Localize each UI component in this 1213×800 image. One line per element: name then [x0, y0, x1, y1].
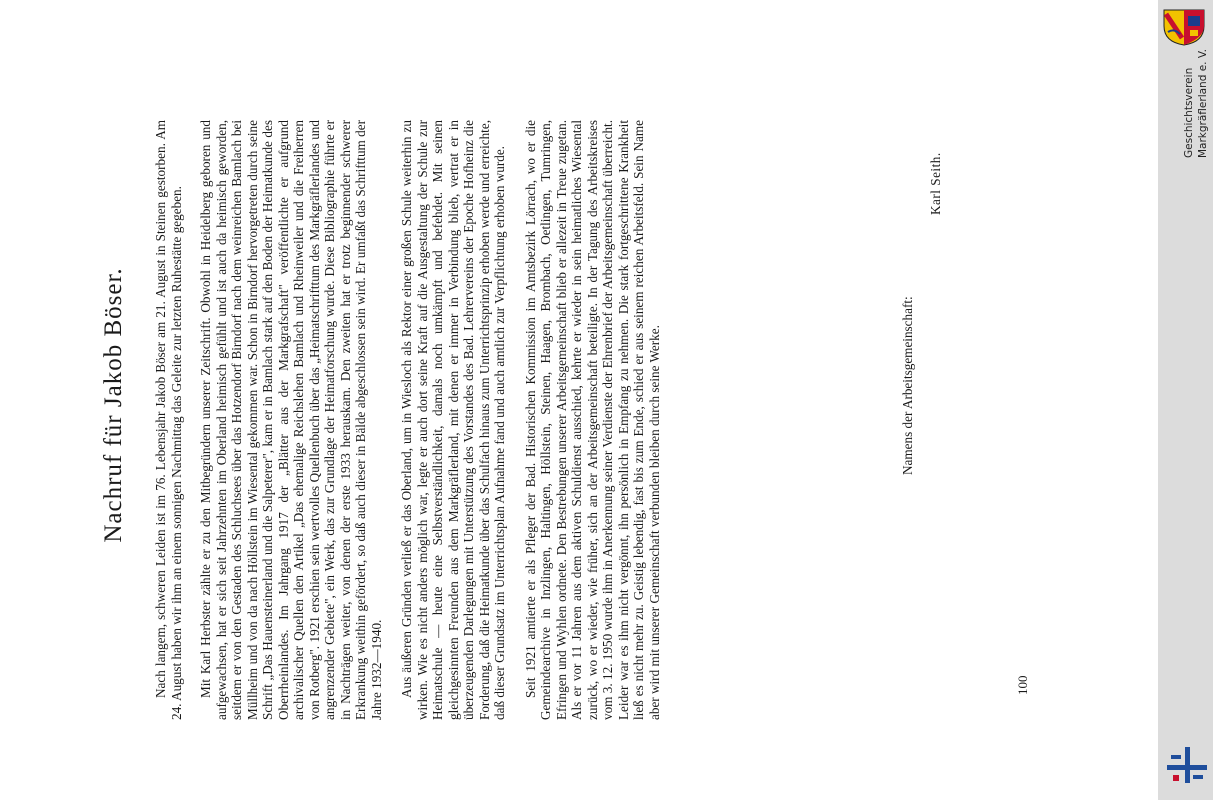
paragraph-4: Seit 1921 amtierte er als Pfleger der Bad. Historischen Kommission im Amtsbezirk Lörrach, wo er die Gemeindearchive in Inzlingen, Haltingen, Höllstein, Steinen, Haagen, Brombach, Oetlingen, Tumringen, Efringen und Wyhlen ordnete. Den Bestrebungen unserer Arbeitsgemeinschaft blieb er allezeit in Treue zugetan. Als er vor 11 Jahren aus dem aktiven Schuldienst ausschied, kehrte er wieder in sein heimatliches Wiesental zurück, wo er wieder, wie früher, sich an der Arbeitsgemeinschaft beteiligte. In der Tagung des Arbeitskreises vom 3. 12. 1950 wurde ihm in Anerkennung seiner Verdienste der Ehrenbrief der Arbeitsgemeinschaft überreicht. Leider war es ihm nicht vergönnt, ihn persönlich in Empfang zu nehmen. Die stark fortgeschrittene Krankheit ließ es nicht mehr zu. Geistig lebendig, fast bis zum Ende, schied er aus seinem reichen Arbeitsfeld. Sein Name aber wird mit unserer Gemeinschaft verbunden bleiben durch seine Werke.	[522, 120, 662, 720]
page-number: 100	[1015, 675, 1030, 695]
sidebar	[1158, 0, 1213, 800]
paragraph-2: Mit Karl Herbster zählte er zu den Mitbegründern unserer Zeitschrift. Obwohl in Heidelberg geboren und aufgewachsen, hat er sich seit Jahrzehnten im Oberland heimisch gefühlt und ist auch da heimisch geworden, seitdem er von den Gestaden des Schluchsees über das Hotzendorf Birndorf nach dem weinreichen Bamlach bei Müllheim und von da nach Höllstein im Wiesental gekommen war. Schon in Birndorf hervorgetreten durch seine Schrift „Das Hauensteinerland und die Salpeterer", kam er in Bamlach stark auf den Boden der Heimatkunde des Oberrheinlandes. Im Jahrgang 1917 der „Blätter aus der Markgrafschaft" veröffentlichte er aufgrund archivalischer Quellen den Artikel „Das ehemalige Reichslehen Bamlach und Rheinweiler und die Freiherren von Rotberg". 1921 erschien sein wertvolles Quellenbuch über das „Heimatschrifttum des Markgräflerlandes und angrenzender Gebiete", ein Werk, das zur Grundlage der Heimatforschung wurde. Diese Bibliographie führte er in Nachträgen weiter, von denen der erste 1933 herauskam. Den zweiten hat er trotz beginnender schwerer Erkrankung weithin gefördert, so daß auch dieser in Bälde abgeschlossen sein wird. Er umfaßt das Schrifttum der Jahre 1932—1940.	[198, 120, 384, 720]
sidebar-rotated	[1158, 0, 1213, 800]
university-library-logo-icon[interactable]	[1167, 745, 1207, 785]
paragraph-3: Aus äußeren Gründen verließ er das Oberland, um in Wiesloch als Rektor einer großen Schule weiterhin zu wirken. Wie es nicht anders möglich war, legte er auch dort seine Kraft auf die Ausgestaltung der Schule zur Heimatschule — heute eine Selbstverständlichkeit, damals noch umkämpft und befehdet. Mit seinen gleichgesinnten Freunden aus dem Markgräflerland, mit denen er immer in Verbindung blieb, vertrat er in überzeugenden Darlegungen mit Unterstützung des Vorstandes des Bad. Lehrervereins der Epoche Hofheinz die Forderung, daß die Heimatkunde über das Schulfach hinaus zum Unterrichtsprinzip erhoben werde und erreichte, daß dieser Grundsatz im Unterrichtsplan Aufnahme fand und auch amtlich zur Verpflichtung erhoben wurde.	[399, 120, 507, 720]
signature-intro: Namens der Arbeitsgemeinschaft:	[900, 296, 915, 475]
coat-of-arms-icon	[1162, 8, 1206, 46]
org-name-line1: Geschichtsverein	[1183, 67, 1195, 158]
paragraph-1: Nach langem, schweren Leiden ist im 76. Lebensjahr Jakob Böser am 21. August in Steinen gestorben. Am 24. August haben wir ihm an einem sonnigen Nachmittag das Geleite zur letzten Ruhestätte gegeben.	[153, 120, 184, 720]
article-title: Nachruf für Jakob Böser.	[100, 267, 127, 543]
org-name-line2: Markgräflerland e. V.	[1197, 48, 1209, 158]
article-body	[153, 120, 677, 720]
signature-name: Karl Seith.	[928, 152, 943, 215]
